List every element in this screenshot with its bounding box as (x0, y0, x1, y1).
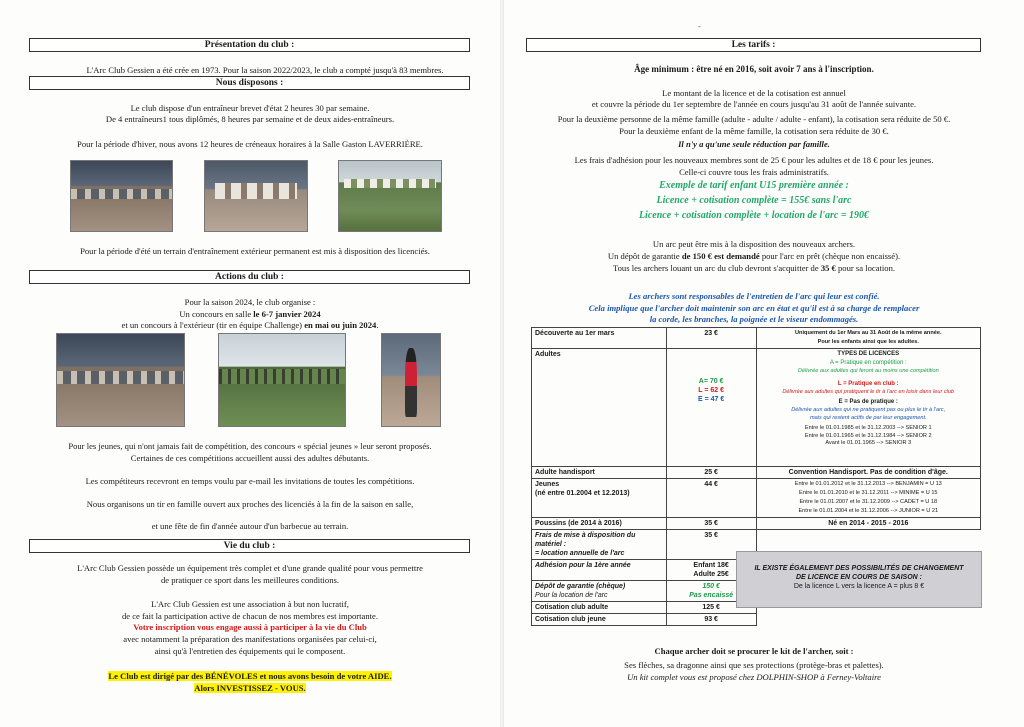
responsabilite-2: Cela implique que l'archer doit maintenir son arc en état et qu'il est à sa charge de remplacer (588, 303, 920, 313)
disposons-line-4: Pour la période d'été un terrain d'entraînement extérieur permanent est mis à disposition des licenciés. (80, 246, 430, 256)
tarifs-line-7: Celle-ci couvre tous les frais administratifs. (679, 167, 829, 177)
row-label (532, 530, 667, 560)
row-price: 93 € (666, 614, 756, 626)
arc-line-3-text: Tous les archers louant un arc du club devront s'acquitter de (612, 263, 821, 273)
price-e: E = 47 € (697, 396, 725, 403)
row-price: 44 € (666, 479, 756, 518)
vie-line-7: ainsi qu'à l'entretien des équipements qui le composent. (154, 646, 346, 656)
vie-line-1: L'Arc Club Gessien possède un équipement très complet et d'une grande qualité pour vous permettre (77, 563, 423, 573)
tarifs-line-1: Le montant de la licence et de la cotisation est annuel (662, 88, 846, 98)
row-price (666, 349, 756, 467)
actions-line-7: Nous organisons un tir en famille ouvert aux proches des licenciés à la fin de la saison en salle, (86, 499, 414, 509)
frais-line: = location annuelle de l'arc (535, 550, 625, 557)
actions-line-5: Certaines de ces compétitions accueillent aussi des adultes débutants. (130, 453, 370, 463)
changement-licence-box (736, 551, 982, 608)
kit-contents: Ses flèches, sa dragonne ainsi que ses protections (protège-bras et palettes). (624, 660, 884, 670)
arc-line-1: Un arc peut être mis à la disposition des nouveaux archers. (652, 239, 856, 249)
jeunes-u18: Entre le 01.01.2007 et le 31.12.2009 --> CADET = U 18 (799, 499, 938, 505)
actions-line-3-end: . (376, 320, 379, 330)
table-row (532, 479, 981, 518)
responsabilite-3: la corde, les branches, la poignée et le viseur endommagés. (649, 314, 859, 324)
licence-e-title: E = Pas de pratique : (838, 399, 898, 405)
vie-engagement: Votre inscription vous engage aussi à participer à la vie du Club (133, 622, 367, 632)
tarifs-line-4: Pour la deuxième enfant de la même famille, la cotisation sera réduite de 30 €. (619, 126, 889, 136)
actions-line-3-text: et un concours à l'extérieur (tir en équipe Challenge) (121, 320, 305, 330)
exemple-title: Exemple de tarif enfant U15 première année : (659, 180, 849, 191)
row-note (756, 479, 980, 518)
photo-salle-2 (204, 160, 308, 232)
row-label: Adhésion pour la 1ère année (532, 560, 667, 581)
arc-line-2-text: Un dépôt de garantie (607, 251, 682, 261)
note-line: Pour les enfants ainsi que les adultes. (817, 339, 919, 345)
table-row (532, 467, 981, 479)
vie-line-2: de pratiquer ce sport dans les meilleures conditions. (160, 575, 340, 585)
row-label: Cotisation club adulte (532, 602, 667, 614)
row-label: Poussins (de 2014 à 2016) (532, 518, 667, 530)
exemple-avec-arc: Licence + cotisation complète + location de l'arc = 190€ (638, 210, 870, 221)
section-header-disposons: Nous disposons : (29, 76, 470, 90)
arc-depot-amount: de 150 € est demandé (681, 251, 760, 261)
photo-concours-salle (56, 333, 185, 427)
row-note: Né en 2014 - 2015 - 2016 (756, 518, 980, 530)
section-header-presentation: Présentation du club : (29, 38, 470, 52)
price-l: L = 62 € (698, 387, 725, 394)
vie-line-3: L'Arc Club Gessien est une association à but non lucratif, (151, 599, 349, 609)
responsabilite-1: Les archers sont responsables de l'entretien de l'arc qui leur est confié. (628, 291, 880, 301)
licence-l-desc: Délivrée aux adultes qui pratiquent le tir à l'arc en loisir dans leur club (782, 388, 955, 395)
licence-l-title: L = Pratique en club : (837, 380, 899, 387)
table-row (532, 328, 981, 349)
row-note (756, 328, 980, 349)
types-licences: TYPES DE LICENCES (837, 351, 900, 357)
adhesion-adulte: Adulte 25€ (693, 571, 729, 578)
jeunes-u21: Entre le 01.01.2004 et le 31.12.2006 --> JUNIOR = U 21 (798, 508, 939, 514)
actions-line-4: Pour les jeunes, qui n'ont jamais fait de compétition, des concours « spécial jeunes » leur seront proposés. (68, 441, 432, 451)
licence-a-title: A = Pratique en compétition : (829, 360, 907, 366)
jeunes-u15: Entre le 01.01.2010 et le 31.12.2011 --> MINIME = U 15 (798, 490, 938, 496)
vie-investissez-text: Alors INVESTISSEZ - VOUS. (194, 683, 306, 693)
disposons-line-2: De 4 entraîneurs1 tous diplômés, 8 heures par semaine et de deux aides-entraîneurs. (105, 114, 395, 124)
actions-line-6: Les compétiteurs recevront en temps voulu par e-mail les invitations de toutes les compétitions. (85, 476, 415, 486)
licence-a-desc: Délivrée aux adultes qui feront au moins une compétition (797, 368, 939, 374)
tarifs-line-3: Pour la deuxième personne de la même famille (adulte - adulte / adulte - enfant), la cotisation sera réduite de 50 €. (557, 114, 951, 124)
adhesion-enfant: Enfant 18€ (693, 562, 729, 569)
section-header-vie: Vie du club : (29, 539, 470, 553)
photo-archer (381, 333, 441, 427)
depot-amount: 150 € (702, 583, 720, 590)
actions-date-exterieur: en mai ou juin 2024 (304, 320, 377, 330)
vie-investissez (0, 683, 500, 694)
table-row (532, 349, 981, 467)
frais-line: matériel : (535, 541, 567, 548)
arc-line-3-end: pour sa location. (835, 263, 896, 273)
page-fold (500, 0, 504, 727)
disposons-line-3: Pour la période d'hiver, nous avons 12 heures de créneaux horaires à la Salle Gaston LAVERRIÈRE. (77, 139, 423, 149)
box-line-1: IL EXISTE ÉGALEMENT DES POSSIBILITÉS DE CHANGEMENT (754, 565, 964, 572)
vie-line-4: de ce fait la participation active de chacun de nos membres est importante. (121, 611, 379, 621)
section-header-actions: Actions du club : (29, 270, 470, 284)
jeunes-label: Jeunes (535, 481, 560, 488)
row-label (532, 479, 667, 518)
disposons-line-1: Le club dispose d'un entraîneur brevet d'état 2 heures 30 par semaine. (130, 103, 370, 113)
age-minimum: Âge minimum : être né en 2016, soit avoir 7 ans à l'inscription. (634, 64, 874, 74)
actions-date-salle: le 6-7 janvier 2024 (253, 309, 321, 319)
row-price: 25 € (666, 467, 756, 479)
vie-line-6: avec notamment la préparation des manifestations organisées par celui-ci, (123, 634, 377, 644)
arc-line-3 (506, 263, 1002, 274)
depot-sub: Pour la location de l'arc (535, 592, 608, 599)
actions-line-1: Pour la saison 2024, le club organise : (184, 297, 316, 307)
box-line-2: DE LICENCE EN COURS DE SAISON : (795, 574, 922, 581)
row-label: Adulte handisport (532, 467, 667, 479)
actions-line-3 (0, 320, 500, 331)
licence-e-desc-1: Délivrée aux adultes qui ne pratiquent pas ou plus le tir à l'arc, (791, 407, 946, 413)
scan-mark: - (698, 22, 701, 31)
row-price: 125 € (666, 602, 756, 614)
vie-benevoles-text: Le Club est dirigé par des BÉNÉVOLES et nous avons besoin de votre AIDE. (108, 671, 392, 681)
tarifs-line-6: Les frais d'adhésion pour les nouveaux membres sont de 25 € pour les adultes et de 18 € pour les jeunes. (574, 155, 934, 165)
tarifs-line-2: et couvre la période du 1er septembre de l'année en cours jusqu'au 31 août de l'année suivante. (591, 99, 917, 109)
row-label: Cotisation club jeune (532, 614, 667, 626)
depot-label: Dépôt de garantie (chèque) (535, 583, 626, 590)
senior-2: Entre le 01.01.1965 et le 31.12.1984 --> SENIOR 2 (804, 432, 932, 439)
section-header-tarifs: Les tarifs : (526, 38, 981, 52)
senior-3: Avant le 01.01.1965 --> SENIOR 3 (825, 440, 912, 446)
presentation-text: L'Arc Club Gessien a été crée en 1973. Pour la saison 2022/2023, le club a compté jusqu'à 83 membres. (86, 65, 444, 75)
jeunes-dates: (né entre 01.2004 et 12.2013) (535, 490, 630, 497)
exemple-sans-arc: Licence + cotisation complète = 155€ sans l'arc (656, 195, 852, 206)
licence-e-desc-2: mais qui restent actifs de par leur engagement. (809, 414, 927, 421)
kit-shop: Un kit complet vous est proposé chez DOLPHIN-SHOP à Ferney-Voltaire (627, 672, 881, 682)
table-row (532, 518, 981, 530)
row-label (532, 581, 667, 602)
photo-salle-1 (70, 160, 173, 232)
row-price: 35 € (666, 530, 756, 560)
arc-location-amount: 35 € (820, 263, 836, 273)
photo-terrain (338, 160, 442, 232)
row-label: Découverte au 1er mars (532, 328, 667, 349)
frais-line: Frais de mise à disposition du (535, 532, 636, 539)
actions-line-8: et une fête de fin d'année autour d'un barbecue au terrain. (151, 521, 349, 531)
depot-status: Pas encaissé (689, 592, 734, 599)
kit-title: Chaque archer doit se procurer le kit de l'archer, soit : (654, 646, 854, 656)
vie-benevoles (0, 671, 500, 682)
row-price: 35 € (666, 518, 756, 530)
senior-1: Entre le 01.01.1985 et le 31.12.2003 --> SENIOR 1 (804, 425, 932, 431)
jeunes-u13: Entre le 01.01.2012 et le 31.12.2013 --> BENJAMIN = U 13 (794, 481, 942, 487)
row-label: Adultes (532, 349, 667, 467)
arc-line-2-end: pour l'arc en prêt (chèque non encaissé). (759, 251, 901, 261)
box-line-3: De la licence L vers la licence A = plus 8 € (793, 583, 925, 590)
row-note (756, 349, 980, 467)
actions-line-2-text: Un concours en salle (179, 309, 254, 319)
actions-line-2 (0, 309, 500, 320)
row-price: 23 € (666, 328, 756, 349)
note-line: Uniquement du 1er Mars au 31 Août de la même année. (795, 330, 942, 336)
tarifs-reduction-note: Il n'y a qu'une seule réduction par famille. (678, 139, 830, 149)
photo-concours-exterieur (218, 333, 346, 427)
row-note: Convention Handisport. Pas de condition d'âge. (756, 467, 980, 479)
price-a: A= 70 € (698, 378, 724, 385)
arc-line-2 (506, 251, 1002, 262)
